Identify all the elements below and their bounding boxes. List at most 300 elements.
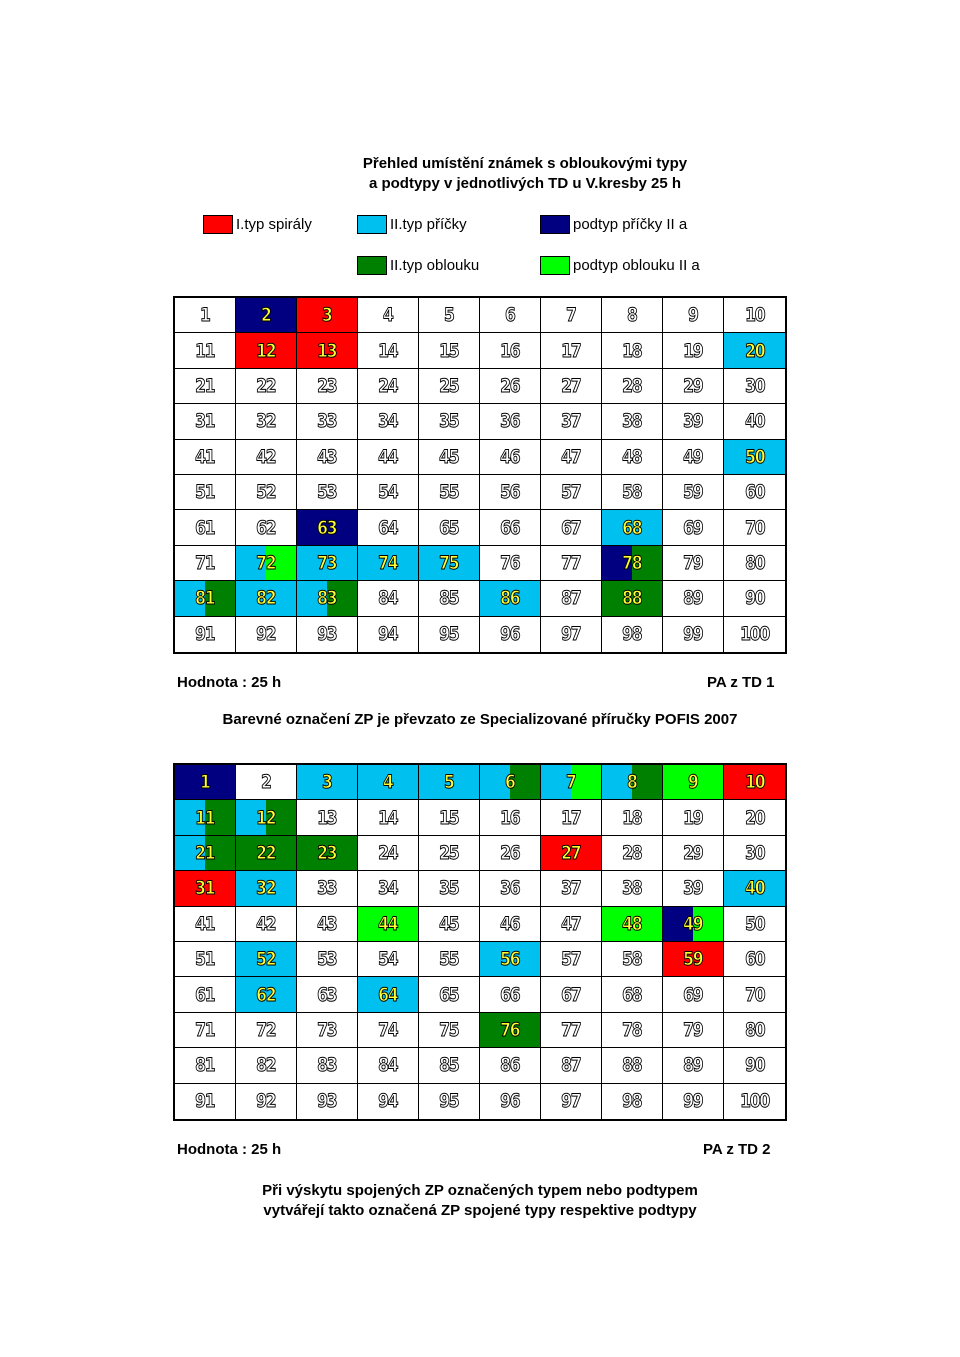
stamp-number: 49	[683, 445, 703, 468]
stamp-number: 72	[256, 1018, 276, 1041]
stamp-cell	[724, 907, 785, 942]
stamp-cell	[358, 1013, 419, 1048]
stamp-number: 50	[744, 445, 765, 468]
stamp-cell	[236, 1084, 297, 1119]
stamp-cell	[480, 907, 541, 942]
stamp-number: 59	[683, 481, 703, 504]
stamp-cell	[419, 298, 480, 333]
stamp-cell	[236, 510, 297, 545]
stamp-number: 2	[261, 771, 271, 794]
stamp-cell	[297, 298, 358, 333]
stamp-cell	[480, 333, 541, 368]
stamp-cell	[297, 475, 358, 510]
stamp-cell	[297, 369, 358, 404]
stamp-number: 29	[683, 374, 703, 397]
stamp-cell	[358, 1048, 419, 1083]
stamp-number: 12	[256, 339, 276, 362]
stamp-number: 42	[256, 912, 276, 935]
stamp-number: 1	[200, 304, 210, 327]
stamp-cell	[480, 404, 541, 439]
stamp-number: 52	[256, 481, 276, 504]
legend-label: II.typ příčky	[390, 215, 467, 233]
stamp-cell	[297, 404, 358, 439]
stamp-number: 25	[439, 841, 459, 864]
stamp-number: 6	[505, 771, 515, 794]
stamp-cell	[236, 800, 297, 835]
legend-item-spiral	[203, 213, 312, 235]
stamp-cell	[541, 440, 602, 475]
stamp-cell	[358, 333, 419, 368]
stamp-cell	[602, 977, 663, 1012]
page-title	[230, 154, 820, 194]
stamp-number: 75	[439, 1018, 459, 1041]
stamp-cell	[175, 907, 236, 942]
stamp-cell	[419, 581, 480, 616]
stamp-cell	[236, 546, 297, 581]
stamp-number: 20	[744, 806, 765, 829]
stamp-cell	[480, 298, 541, 333]
stamp-cell	[663, 1084, 724, 1119]
stamp-number: 2	[261, 304, 271, 327]
stamp-cell	[419, 510, 480, 545]
stamp-cell	[297, 907, 358, 942]
stamp-cell	[663, 942, 724, 977]
stamp-number: 69	[683, 983, 703, 1006]
stamp-cell	[358, 369, 419, 404]
stamp-cell	[175, 333, 236, 368]
legend-swatch	[357, 215, 387, 234]
stamp-cell	[602, 510, 663, 545]
stamp-cell	[358, 1084, 419, 1119]
stamp-cell	[419, 765, 480, 800]
stamp-cell	[480, 440, 541, 475]
stamp-number: 3	[322, 304, 332, 327]
stamp-cell	[541, 907, 602, 942]
stamp-cell	[602, 440, 663, 475]
stamp-number: 74	[378, 1018, 398, 1041]
stamp-number: 91	[195, 623, 215, 646]
stamp-cell	[602, 333, 663, 368]
stamp-number: 65	[439, 983, 459, 1006]
stamp-number: 83	[317, 587, 337, 610]
stamp-number: 75	[439, 551, 459, 574]
stamp-number: 33	[317, 877, 337, 900]
stamp-number: 80	[744, 551, 765, 574]
stamp-number: 51	[195, 481, 215, 504]
legend-item-bar	[357, 213, 467, 235]
stamp-cell	[175, 977, 236, 1012]
stamp-cell	[480, 581, 541, 616]
stamp-cell	[480, 836, 541, 871]
legend-label: II.typ oblouku	[390, 256, 480, 274]
stamp-cell	[663, 977, 724, 1012]
stamp-number: 55	[439, 481, 459, 504]
stamp-cell	[419, 546, 480, 581]
stamp-number: 100	[740, 623, 769, 646]
stamp-sheet-td1	[173, 296, 787, 654]
stamp-cell	[419, 977, 480, 1012]
stamp-number: 56	[500, 948, 520, 971]
stamp-cell	[602, 1084, 663, 1119]
stamp-cell	[724, 1084, 785, 1119]
sheet-2-position: PA z TD 2	[703, 1141, 771, 1158]
stamp-cell	[419, 440, 480, 475]
stamp-cell	[419, 1048, 480, 1083]
stamp-cell	[724, 977, 785, 1012]
stamp-number: 43	[317, 445, 337, 468]
stamp-cell	[724, 617, 785, 652]
stamp-cell	[663, 836, 724, 871]
stamp-number: 31	[195, 877, 215, 900]
stamp-number: 86	[500, 587, 520, 610]
stamp-cell	[541, 836, 602, 871]
stamp-cell	[724, 333, 785, 368]
sheet-2-value: Hodnota : 25 h	[177, 1141, 282, 1158]
stamp-number: 81	[195, 1054, 215, 1077]
stamp-cell	[358, 546, 419, 581]
stamp-cell	[724, 440, 785, 475]
stamp-cell	[602, 581, 663, 616]
stamp-cell	[419, 800, 480, 835]
stamp-number: 71	[195, 1018, 215, 1041]
stamp-number: 20	[744, 339, 765, 362]
stamp-number: 35	[439, 877, 459, 900]
source-note: Barevné označení ZP je převzato ze Specializované příručky POFIS 2007	[222, 711, 738, 728]
stamp-cell	[480, 800, 541, 835]
stamp-cell	[358, 510, 419, 545]
stamp-number: 10	[744, 771, 765, 794]
stamp-number: 22	[256, 841, 276, 864]
stamp-cell	[236, 871, 297, 906]
stamp-cell	[297, 942, 358, 977]
stamp-number: 97	[561, 1090, 581, 1113]
legend-label: podtyp oblouku II a	[573, 256, 700, 274]
legend-item-arc	[357, 254, 479, 276]
stamp-number: 64	[378, 983, 398, 1006]
stamp-number: 61	[195, 516, 215, 539]
stamp-number: 37	[561, 410, 581, 433]
stamp-cell	[480, 977, 541, 1012]
stamp-number: 15	[439, 339, 459, 362]
stamp-number: 52	[256, 948, 276, 971]
stamp-cell	[297, 440, 358, 475]
stamp-cell	[602, 942, 663, 977]
stamp-number: 94	[378, 623, 398, 646]
stamp-cell	[602, 298, 663, 333]
stamp-cell	[297, 510, 358, 545]
stamp-number: 79	[683, 1018, 703, 1041]
stamp-number: 34	[378, 410, 398, 433]
stamp-number: 73	[317, 551, 337, 574]
bottom-note-line-2: vytvářejí takto označená ZP spojené typy respektive podtypy	[263, 1202, 697, 1219]
stamp-number: 44	[378, 445, 398, 468]
sheet-1-position: PA z TD 1	[707, 674, 775, 691]
stamp-cell	[480, 546, 541, 581]
stamp-cell	[602, 871, 663, 906]
stamp-cell	[724, 581, 785, 616]
stamp-number: 46	[500, 912, 520, 935]
stamp-number: 11	[195, 339, 215, 362]
stamp-cell	[358, 800, 419, 835]
legend-swatch	[540, 215, 570, 234]
stamp-cell	[236, 440, 297, 475]
stamp-cell	[541, 298, 602, 333]
stamp-number: 24	[378, 841, 398, 864]
stamp-number: 85	[439, 1054, 459, 1077]
legend-swatch	[540, 256, 570, 275]
stamp-cell	[175, 298, 236, 333]
stamp-number: 54	[378, 481, 398, 504]
stamp-cell	[541, 1084, 602, 1119]
stamp-number: 38	[622, 877, 642, 900]
stamp-cell	[724, 1048, 785, 1083]
stamp-cell	[663, 1013, 724, 1048]
stamp-cell	[358, 977, 419, 1012]
stamp-cell	[297, 1084, 358, 1119]
stamp-number: 87	[561, 587, 581, 610]
stamp-cell	[602, 800, 663, 835]
stamp-cell	[663, 617, 724, 652]
stamp-number: 95	[439, 1090, 459, 1113]
stamp-number: 21	[195, 841, 215, 864]
stamp-number: 47	[561, 912, 581, 935]
stamp-number: 81	[195, 587, 215, 610]
stamp-number: 40	[744, 877, 765, 900]
stamp-number: 86	[500, 1054, 520, 1077]
stamp-cell	[297, 1048, 358, 1083]
stamp-number: 21	[195, 374, 215, 397]
stamp-number: 40	[744, 410, 765, 433]
stamp-number: 68	[622, 516, 642, 539]
sheet-1-value: Hodnota : 25 h	[177, 674, 282, 691]
stamp-number: 83	[317, 1054, 337, 1077]
stamp-cell	[297, 333, 358, 368]
bottom-note-line-1: Při výskytu spojených ZP označených typem nebo podtypem	[262, 1182, 698, 1199]
stamp-number: 32	[256, 877, 276, 900]
stamp-number: 8	[627, 771, 637, 794]
stamp-number: 57	[561, 948, 581, 971]
stamp-cell	[236, 475, 297, 510]
title-line-2: a podtypy v jednotlivých TD u V.kresby 25 h	[368, 175, 682, 192]
stamp-cell	[419, 475, 480, 510]
stamp-cell	[297, 1013, 358, 1048]
stamp-cell	[541, 871, 602, 906]
stamp-cell	[175, 836, 236, 871]
stamp-cell	[663, 907, 724, 942]
stamp-number: 46	[500, 445, 520, 468]
stamp-cell	[297, 617, 358, 652]
stamp-number: 15	[439, 806, 459, 829]
stamp-cell	[419, 942, 480, 977]
stamp-cell	[480, 369, 541, 404]
stamp-number: 4	[383, 771, 393, 794]
stamp-number: 4	[383, 304, 393, 327]
stamp-number: 69	[683, 516, 703, 539]
stamp-number: 95	[439, 623, 459, 646]
stamp-number: 88	[622, 587, 642, 610]
stamp-cell	[236, 404, 297, 439]
stamp-number: 39	[683, 410, 703, 433]
stamp-cell	[480, 942, 541, 977]
stamp-number: 89	[683, 587, 703, 610]
stamp-cell	[724, 871, 785, 906]
stamp-number: 18	[622, 339, 642, 362]
stamp-cell	[541, 1048, 602, 1083]
stamp-number: 58	[622, 948, 642, 971]
stamp-number: 7	[566, 304, 576, 327]
stamp-number: 91	[195, 1090, 215, 1113]
stamp-cell	[724, 942, 785, 977]
stamp-cell	[358, 440, 419, 475]
stamp-cell	[358, 617, 419, 652]
stamp-cell	[297, 871, 358, 906]
stamp-cell	[175, 440, 236, 475]
stamp-cell	[663, 546, 724, 581]
stamp-number: 51	[195, 948, 215, 971]
stamp-number: 42	[256, 445, 276, 468]
stamp-number: 26	[500, 841, 520, 864]
stamp-cell	[663, 765, 724, 800]
stamp-number: 11	[195, 806, 215, 829]
stamp-number: 99	[683, 623, 703, 646]
stamp-number: 71	[195, 551, 215, 574]
stamp-number: 89	[683, 1054, 703, 1077]
stamp-number: 14	[378, 339, 398, 362]
stamp-cell	[602, 475, 663, 510]
stamp-number: 32	[256, 410, 276, 433]
stamp-cell	[541, 765, 602, 800]
stamp-number: 31	[195, 410, 215, 433]
stamp-number: 100	[740, 1090, 769, 1113]
stamp-number: 44	[378, 912, 398, 935]
stamp-sheet-td2	[173, 763, 787, 1121]
stamp-cell	[358, 581, 419, 616]
stamp-cell	[480, 765, 541, 800]
stamp-cell	[663, 871, 724, 906]
stamp-cell	[602, 546, 663, 581]
stamp-number: 90	[744, 1054, 765, 1077]
stamp-number: 50	[744, 912, 765, 935]
stamp-number: 54	[378, 948, 398, 971]
stamp-number: 22	[256, 374, 276, 397]
stamp-cell	[602, 765, 663, 800]
stamp-cell	[480, 1048, 541, 1083]
stamp-number: 17	[561, 806, 581, 829]
stamp-cell	[419, 617, 480, 652]
stamp-number: 30	[744, 841, 765, 864]
stamp-cell	[236, 333, 297, 368]
stamp-number: 66	[500, 983, 520, 1006]
stamp-number: 97	[561, 623, 581, 646]
stamp-cell	[724, 475, 785, 510]
stamp-number: 6	[505, 304, 515, 327]
stamp-number: 68	[622, 983, 642, 1006]
stamp-cell	[419, 404, 480, 439]
stamp-cell	[358, 765, 419, 800]
stamp-number: 63	[317, 516, 337, 539]
stamp-number: 60	[744, 481, 765, 504]
stamp-number: 99	[683, 1090, 703, 1113]
stamp-number: 36	[500, 410, 520, 433]
stamp-cell	[419, 907, 480, 942]
stamp-number: 27	[561, 374, 581, 397]
stamp-number: 56	[500, 481, 520, 504]
stamp-number: 55	[439, 948, 459, 971]
stamp-cell	[724, 836, 785, 871]
stamp-cell	[663, 440, 724, 475]
stamp-number: 23	[317, 374, 337, 397]
stamp-cell	[236, 617, 297, 652]
stamp-number: 58	[622, 481, 642, 504]
stamp-cell	[297, 800, 358, 835]
stamp-number: 66	[500, 516, 520, 539]
stamp-cell	[175, 942, 236, 977]
stamp-cell	[419, 1013, 480, 1048]
stamp-number: 41	[195, 912, 215, 935]
stamp-cell	[724, 369, 785, 404]
stamp-cell	[358, 942, 419, 977]
stamp-cell	[541, 333, 602, 368]
bottom-note	[130, 1181, 830, 1221]
stamp-cell	[602, 907, 663, 942]
stamp-number: 28	[622, 841, 642, 864]
stamp-number: 45	[439, 912, 459, 935]
stamp-number: 92	[256, 1090, 276, 1113]
stamp-cell	[236, 907, 297, 942]
stamp-cell	[358, 404, 419, 439]
stamp-cell	[541, 581, 602, 616]
stamp-number: 78	[622, 1018, 642, 1041]
stamp-number: 37	[561, 877, 581, 900]
stamp-number: 43	[317, 912, 337, 935]
stamp-number: 82	[256, 587, 276, 610]
stamp-number: 1	[200, 771, 210, 794]
stamp-cell	[175, 1048, 236, 1083]
stamp-cell	[419, 871, 480, 906]
stamp-cell	[297, 836, 358, 871]
stamp-number: 62	[256, 516, 276, 539]
legend-swatch	[357, 256, 387, 275]
stamp-cell	[358, 298, 419, 333]
stamp-cell	[480, 1013, 541, 1048]
stamp-number: 48	[622, 912, 642, 935]
stamp-number: 23	[317, 841, 337, 864]
stamp-number: 29	[683, 841, 703, 864]
stamp-cell	[724, 546, 785, 581]
stamp-number: 38	[622, 410, 642, 433]
stamp-number: 87	[561, 1054, 581, 1077]
stamp-cell	[297, 765, 358, 800]
stamp-cell	[236, 1048, 297, 1083]
stamp-number: 59	[683, 948, 703, 971]
stamp-cell	[480, 475, 541, 510]
stamp-cell	[297, 581, 358, 616]
stamp-cell	[480, 510, 541, 545]
stamp-cell	[724, 765, 785, 800]
stamp-number: 96	[500, 1090, 520, 1113]
stamp-cell	[175, 871, 236, 906]
stamp-number: 19	[683, 339, 703, 362]
stamp-cell	[663, 333, 724, 368]
stamp-number: 49	[683, 912, 703, 935]
stamp-cell	[663, 404, 724, 439]
stamp-number: 88	[622, 1054, 642, 1077]
stamp-cell	[663, 510, 724, 545]
stamp-number: 41	[195, 445, 215, 468]
stamp-cell	[724, 800, 785, 835]
stamp-cell	[724, 298, 785, 333]
stamp-number: 85	[439, 587, 459, 610]
